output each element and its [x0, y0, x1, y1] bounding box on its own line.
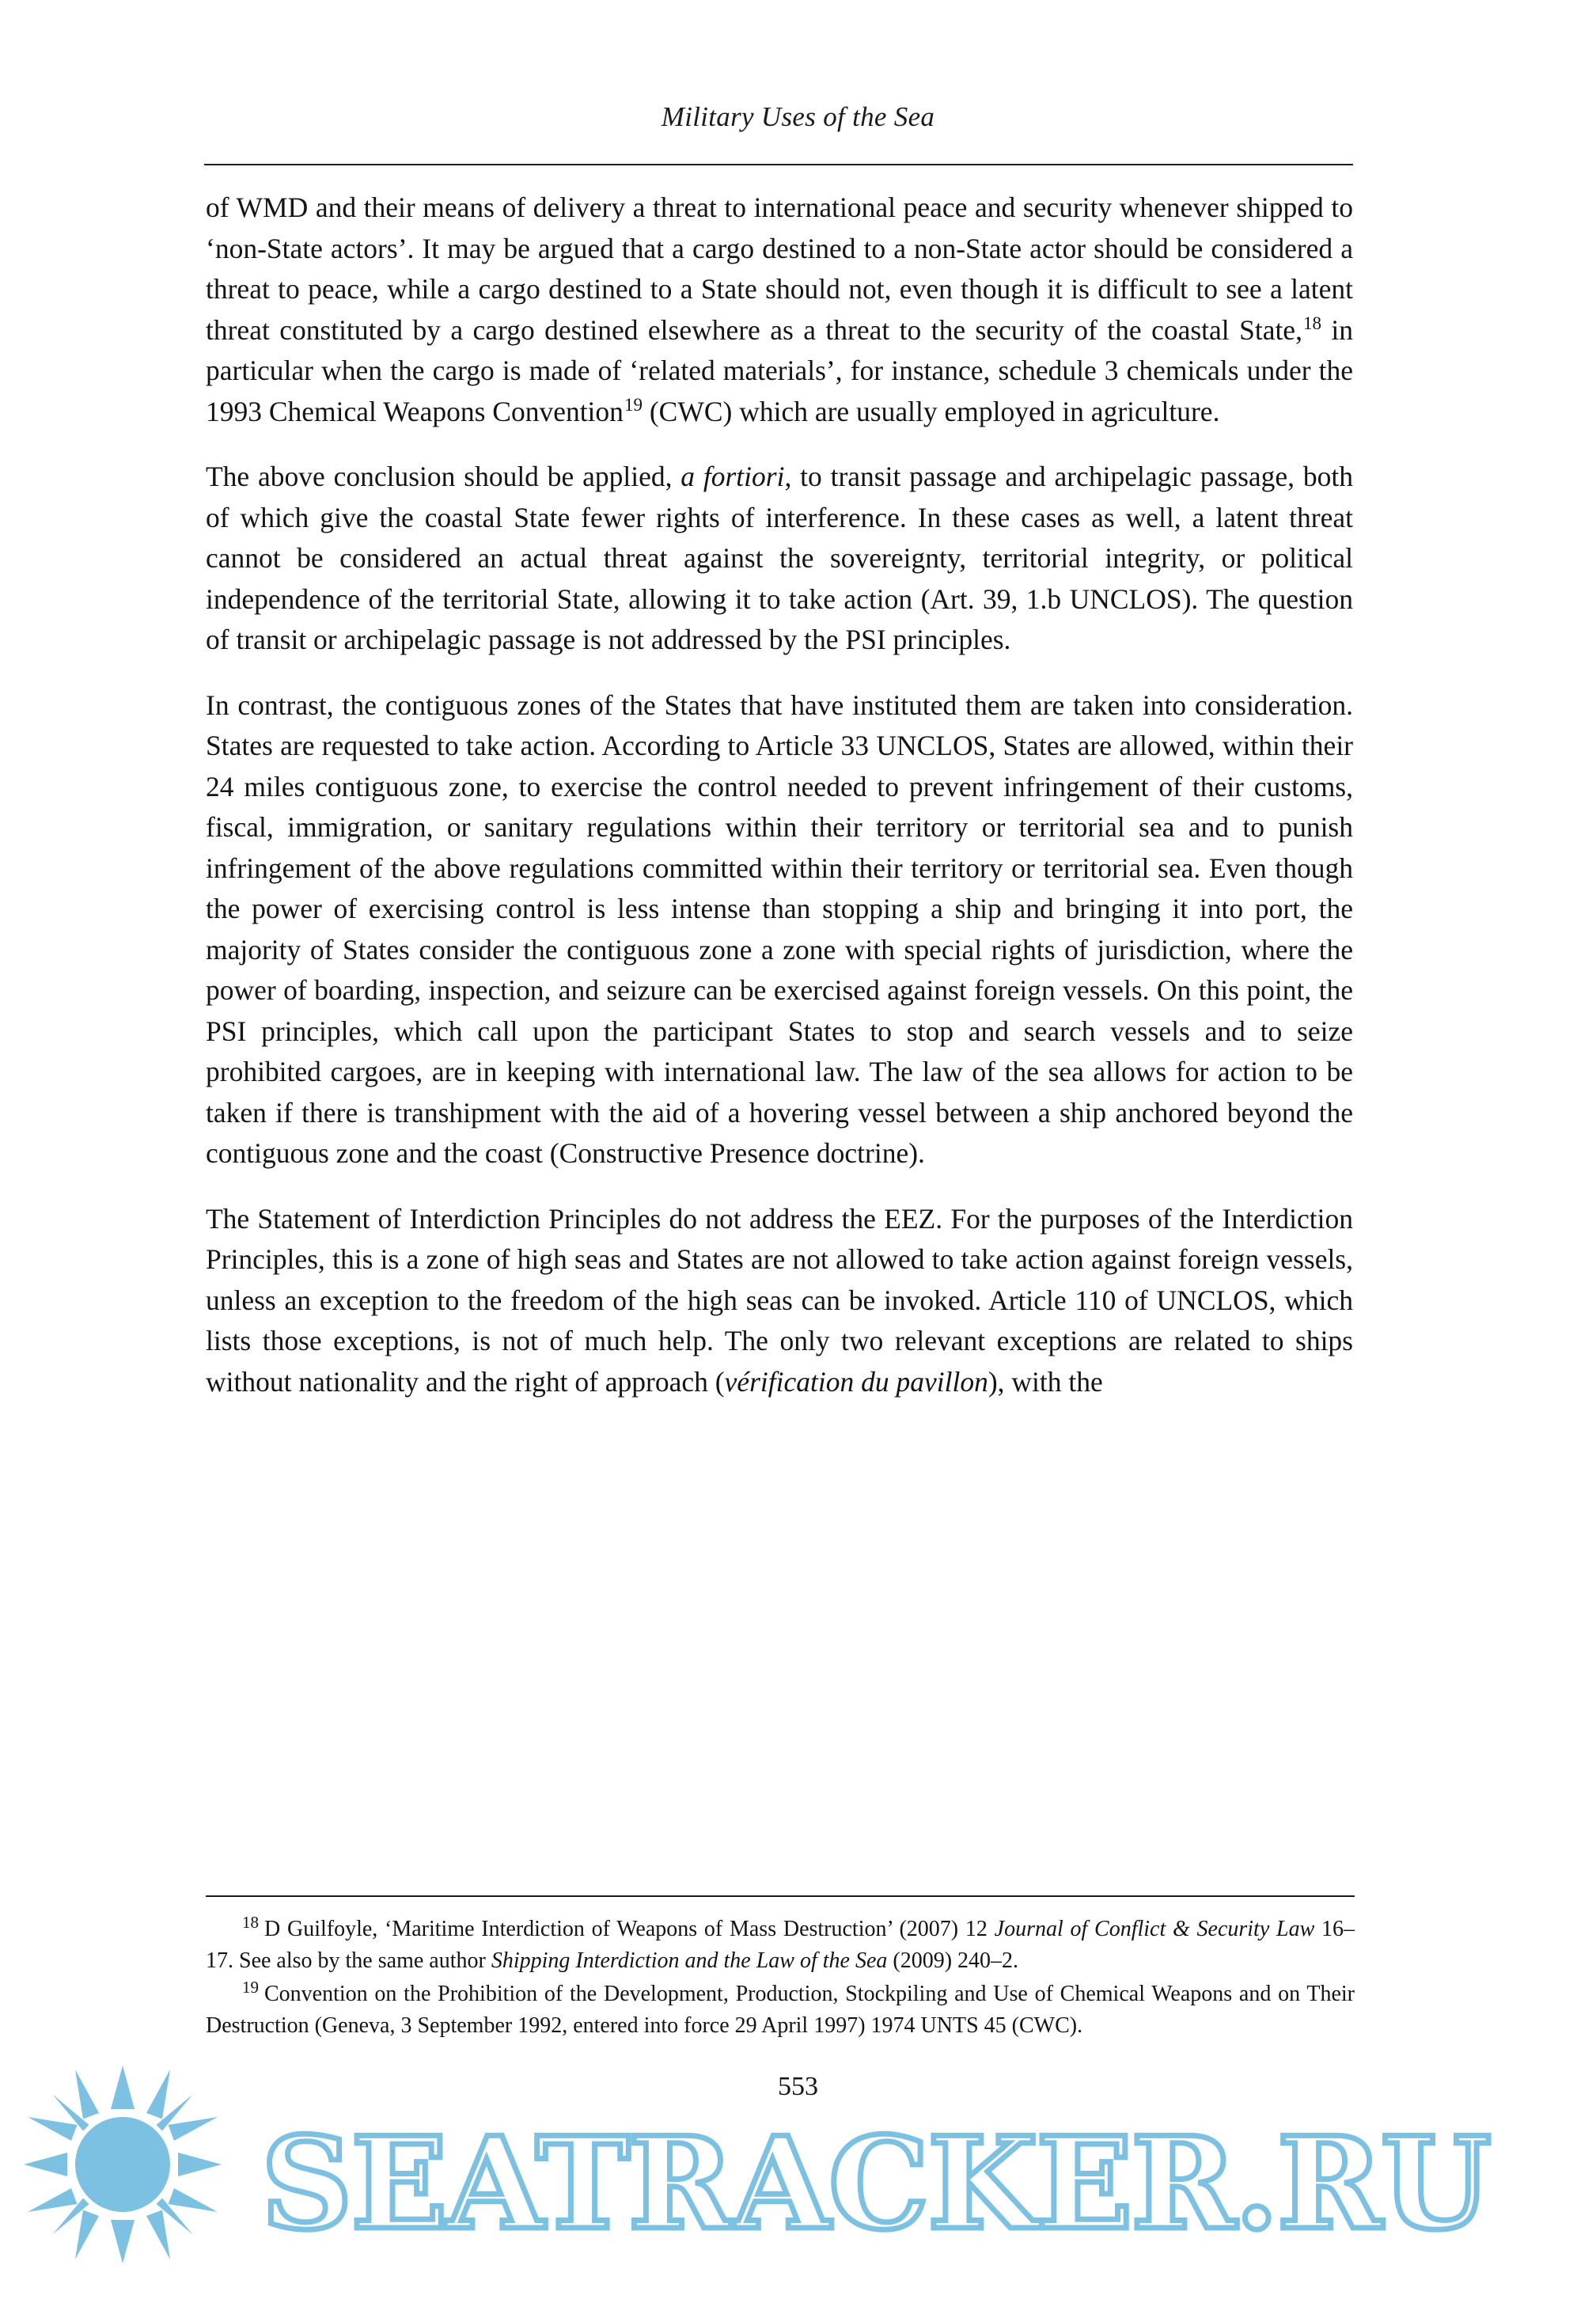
paragraph: In contrast, the contiguous zones of the States that have instituted them are taken into consideration. States are requested to take action. According to Article 33 UNCLOS, States are allowed, within their 24 miles contiguous zone, to exercise the control needed to prevent infringement of their customs, fiscal, immigration, or sanitary regulations within their territory or territorial sea and to punish infringement of the above regulations committed within their territory or territorial sea. Even though the power of exercising control is less intense than stopping a ship and bringing it into port, the majority of States consider the contiguous zone a zone with special rights of jurisdiction, where the power of boarding, inspection, and seizure can be exercised against foreign vessels. On this point, the PSI principles, which call upon the participant States to stop and search vessels and to seize prohibited cargoes, are in keeping with international law. The law of the sea allows for action to be taken if there is transhipment with the aid of a hovering vessel between a ship anchored beyond the contiguous zone and the coast (Constructive Presence doctrine).	[206, 689, 1353, 1169]
footnote-item: $^{19}$ Convention on the Prohibition of the Development, Production, Stockpiling and Use of Chemical Weapons and on Their Destruction (Geneva, 3 September 1992, entered into force 29 April 1997) 1974 UNTS 45 (CWC).	[206, 1977, 1355, 2038]
footnote-separator-rule	[206, 1895, 1355, 1897]
paragraph: The Statement of Interdiction Principles do not address the EEZ. For the purposes of the Interdiction Principles, this is a zone of high seas and States are not allowed to take action against foreign vessels, unless an exception to the freedom of the high seas can be invoked. Article 110 of UNCLOS, which lists those exceptions, is not of much help. The only two relevant exceptions are related to ships without nationality and the right of approach (vérification du pavillon), with the	[206, 1202, 1353, 1398]
running-head: Military Uses of the Sea	[661, 101, 935, 132]
paragraph: of WMD and their means of delivery a threat to international peace and security whenever shipped to ‘non-State actors’. It may be argued that a cargo destined to a non-State actor should be considered a threat to peace, while a cargo destined to a State should not, even though it is difficult to see a latent threat constituted by a cargo destined elsewhere as a threat to the security of the coastal State,$^{18}$ in particular when the cargo is made of ‘related materials’, for instance, schedule 3 chemicals under the 1993 Chemical Weapons Convention$^{19}$ (CWC) which are usually employed in agriculture.	[206, 192, 1353, 427]
watermark-text: SEATRACKER.RU	[261, 2109, 1490, 2258]
body-text-column	[206, 188, 1353, 1402]
paragraph: The above conclusion should be applied, a fortiori, to transit passage and archipelagic passage, both of which give the coastal State fewer rights of interference. In these cases as well, a latent threat cannot be considered an actual threat against the sovereignty, territorial integrity, or political independence of the territorial State, allowing it to take action (Art. 39, 1.b UNCLOS). The question of transit or archipelagic passage is not addressed by the PSI principles.	[206, 461, 1353, 655]
header-rule	[204, 164, 1353, 165]
footnote-item: $^{18}$ D Guilfoyle, ‘Maritime Interdiction of Weapons of Mass Destruction’ (2007) 12 Journal of Conflict & Security Law 16–17. See also by the same author Shipping Interdiction and the Law of the Sea (2009) 240–2.	[206, 1912, 1355, 1973]
page-number: 553	[778, 2072, 818, 2101]
footnote-block	[206, 1914, 1355, 2043]
